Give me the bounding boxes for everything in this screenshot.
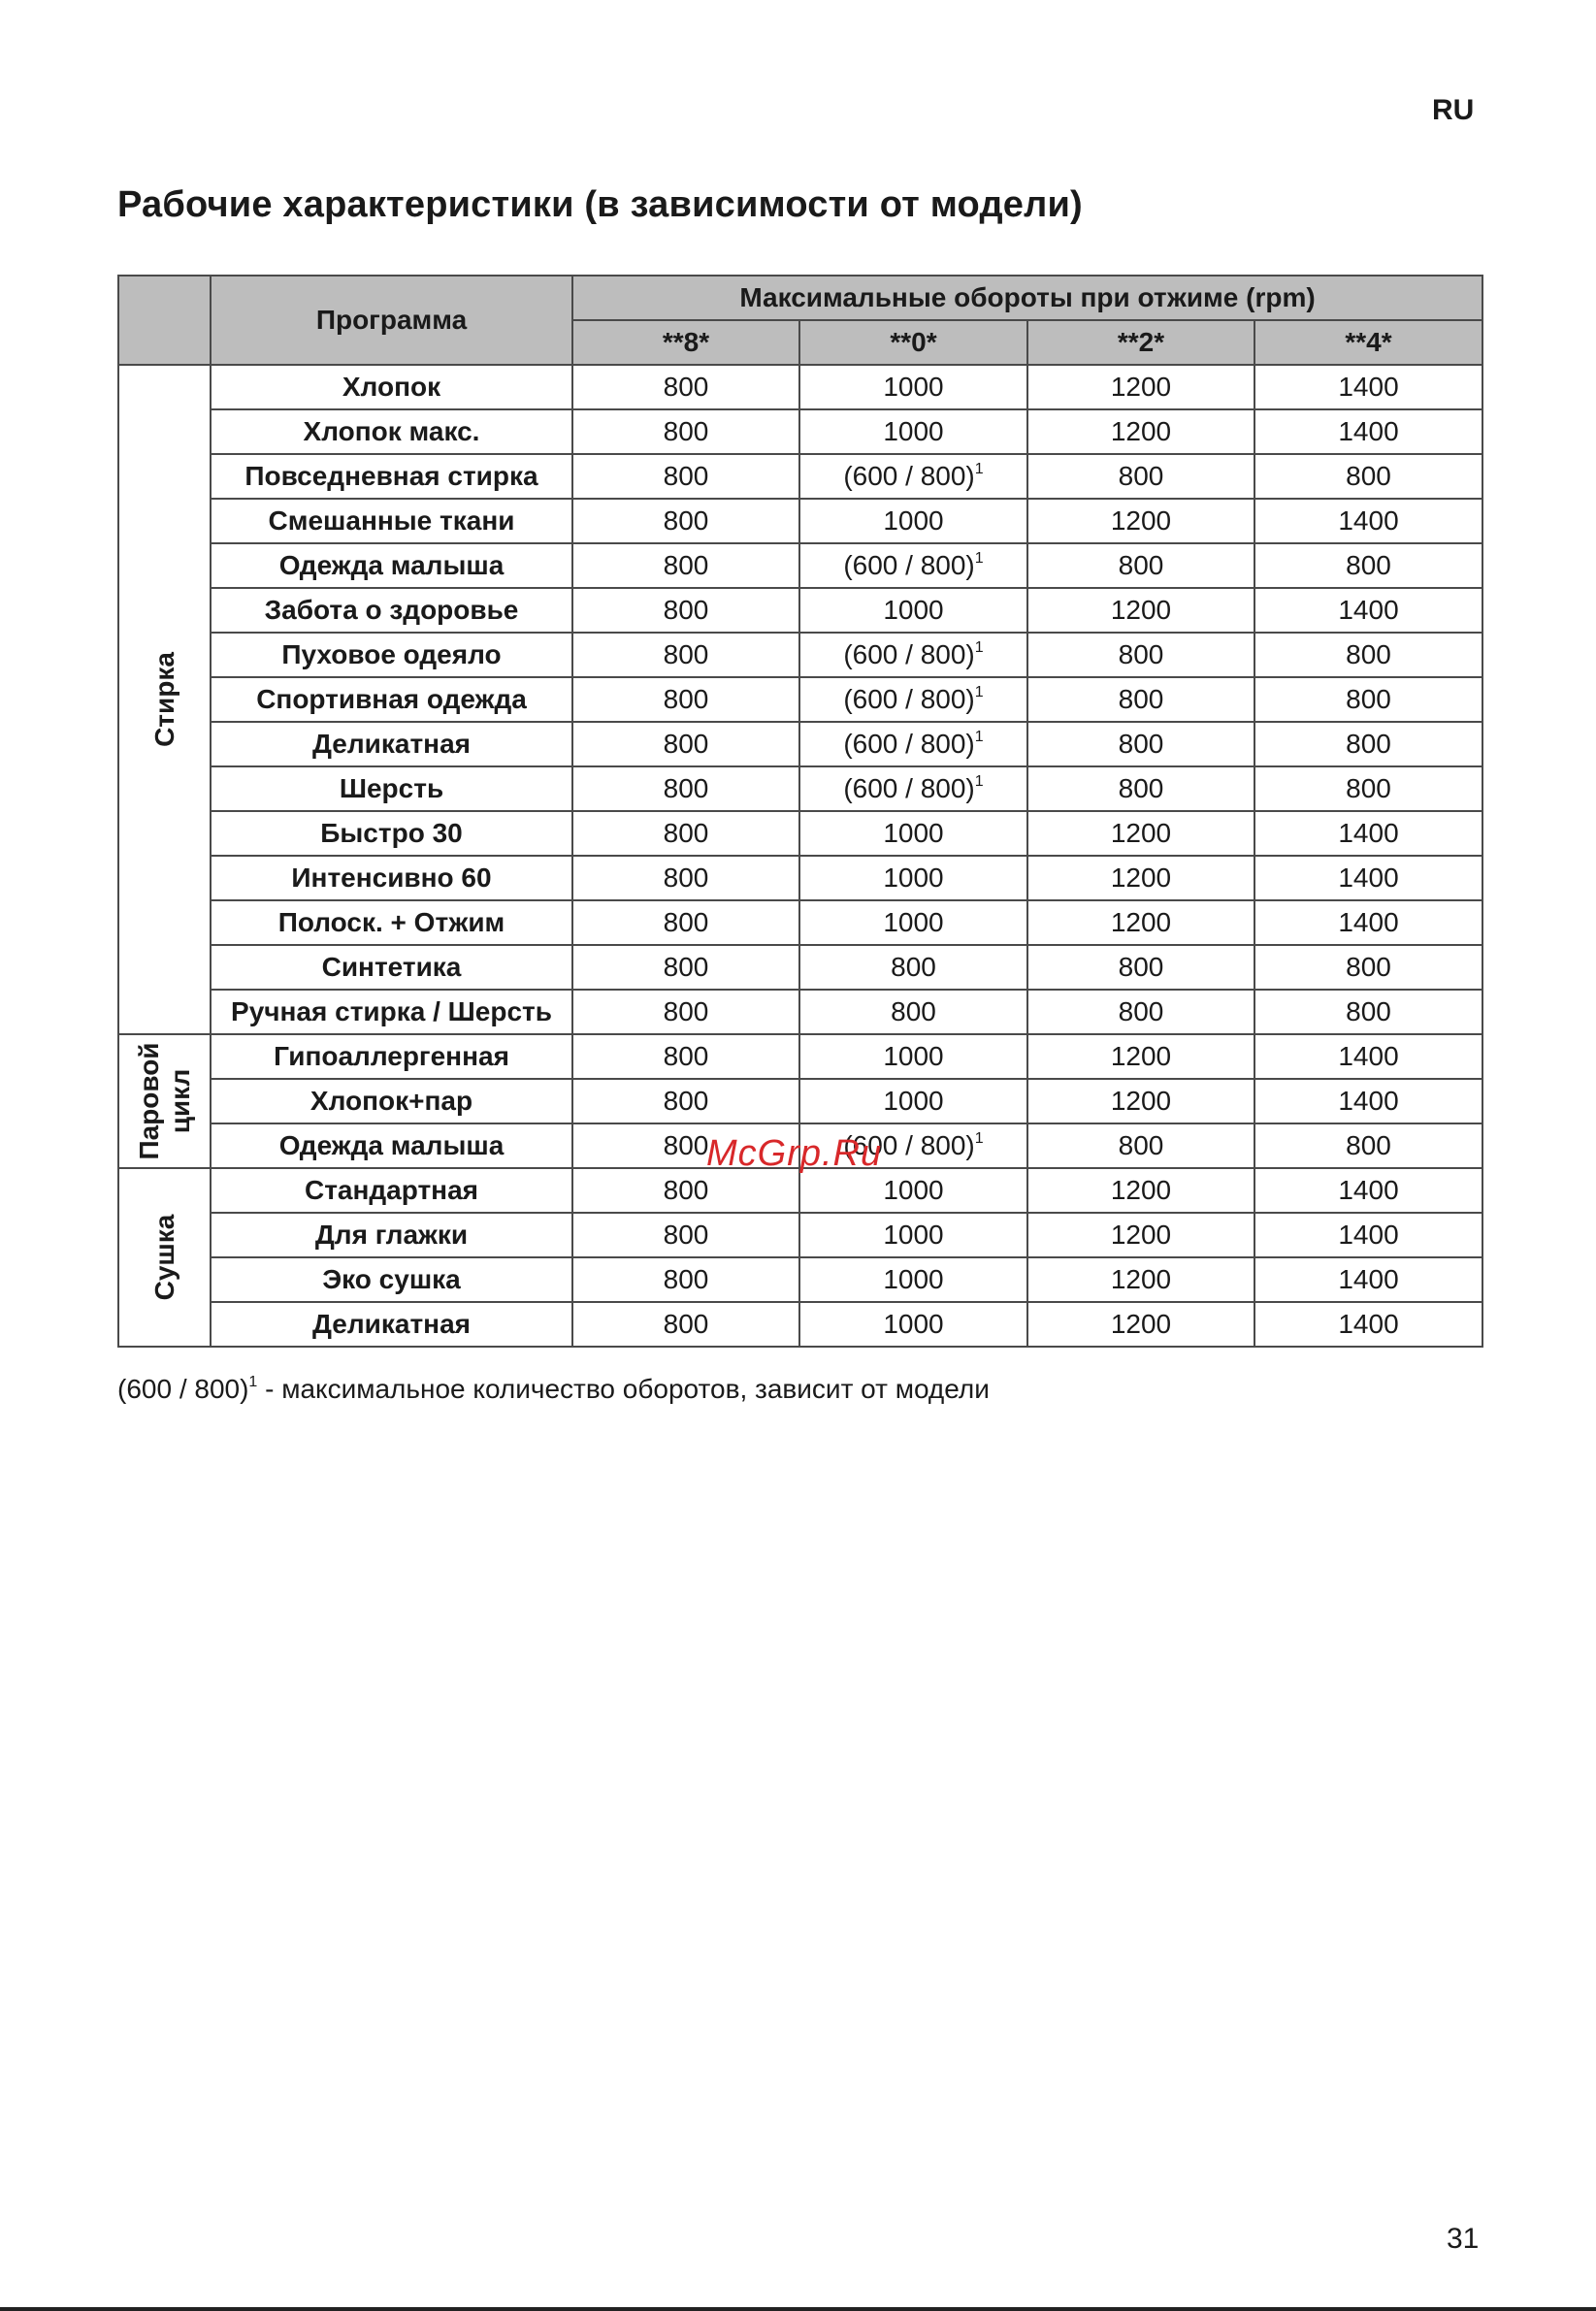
table-row	[118, 543, 1482, 588]
max-spin-header: Максимальные обороты при отжиме (rpm)	[572, 276, 1482, 320]
spin-value-cell	[572, 365, 799, 409]
spin-value: 800	[663, 550, 709, 580]
program-name: Ручная стирка / Шерсть	[211, 990, 572, 1034]
spin-value-cell	[572, 990, 799, 1034]
footnote-mark: 1	[974, 773, 984, 790]
footnote-mark: 1	[974, 1130, 984, 1147]
spin-value-cell	[1254, 811, 1482, 856]
spin-value: 800	[1346, 1130, 1391, 1160]
spin-value: 1000	[883, 595, 944, 625]
spin-value: 1400	[1338, 416, 1399, 446]
page-title: Рабочие характеристики (в зависимости от модели)	[117, 184, 1083, 225]
program-name: Хлопок макс.	[211, 409, 572, 454]
spin-value-cell	[1254, 1213, 1482, 1257]
table-row	[118, 1079, 1482, 1123]
spin-value: 800	[1118, 684, 1164, 714]
program-name: Синтетика	[211, 945, 572, 990]
spin-value-cell	[572, 633, 799, 677]
table-row	[118, 499, 1482, 543]
spin-value: (600 / 800)	[843, 1130, 975, 1160]
spin-value-cell	[799, 1213, 1027, 1257]
footnote-mark: 1	[974, 684, 984, 700]
spin-value: 800	[663, 907, 709, 937]
spin-value-cell	[1027, 365, 1254, 409]
spin-value-cell	[1254, 722, 1482, 766]
spin-value-cell	[1027, 1257, 1254, 1302]
spin-value: 1000	[883, 372, 944, 402]
spin-value-cell	[799, 1302, 1027, 1347]
spin-value-cell	[1254, 766, 1482, 811]
spin-value-cell	[1254, 1257, 1482, 1302]
spin-value: 800	[663, 729, 709, 759]
spin-value-cell	[1254, 1079, 1482, 1123]
spin-value-cell	[799, 499, 1027, 543]
footnote-text: - максимальное количество оборотов, зависит от модели	[257, 1374, 990, 1404]
program-name: Хлопок	[211, 365, 572, 409]
spin-value-cell	[1254, 365, 1482, 409]
spin-value: 800	[663, 416, 709, 446]
program-name: Полоск. + Отжим	[211, 900, 572, 945]
footnote-mark: 1	[974, 550, 984, 567]
group-label-cell	[118, 1168, 211, 1347]
spin-value-cell	[572, 811, 799, 856]
spin-value: 800	[663, 1309, 709, 1339]
spin-value-cell	[572, 409, 799, 454]
table-body	[118, 365, 1482, 1347]
spin-value-cell	[1254, 1123, 1482, 1168]
spin-value-cell	[1254, 1034, 1482, 1079]
spin-value: 800	[1346, 729, 1391, 759]
spin-value: 1400	[1338, 863, 1399, 893]
spin-value: 1400	[1338, 1086, 1399, 1116]
spin-value: 1000	[883, 416, 944, 446]
table-row	[118, 766, 1482, 811]
spin-value-cell	[799, 945, 1027, 990]
spin-value-cell	[799, 990, 1027, 1034]
group-label-cell	[118, 1034, 211, 1168]
spin-value: 1000	[883, 1041, 944, 1071]
spin-value: 800	[663, 1175, 709, 1205]
spin-value-cell	[1254, 543, 1482, 588]
spin-value: 800	[1118, 952, 1164, 982]
spin-value-cell	[572, 588, 799, 633]
spin-value-cell	[1254, 499, 1482, 543]
spin-value: 800	[1346, 461, 1391, 491]
spin-value: 800	[1346, 639, 1391, 669]
spin-value-cell	[1254, 990, 1482, 1034]
spin-value: 1200	[1110, 505, 1172, 536]
spin-value-cell	[1027, 543, 1254, 588]
spin-value-cell	[1027, 1302, 1254, 1347]
spin-value: 800	[891, 952, 936, 982]
spin-value: 800	[1118, 729, 1164, 759]
program-name: Одежда малыша	[211, 543, 572, 588]
spin-value-cell	[1254, 633, 1482, 677]
spin-value-cell	[799, 722, 1027, 766]
program-name: Смешанные ткани	[211, 499, 572, 543]
program-name: Для глажки	[211, 1213, 572, 1257]
spin-value-cell	[799, 543, 1027, 588]
spin-value: 800	[663, 773, 709, 803]
spin-value: 1000	[883, 1220, 944, 1250]
spin-value: 800	[663, 818, 709, 848]
spin-value: (600 / 800)	[843, 550, 975, 580]
spin-speed-table	[117, 275, 1483, 1348]
spin-value: 1400	[1338, 907, 1399, 937]
footnote	[117, 1374, 990, 1405]
group-label	[134, 1042, 196, 1159]
group-label-cell	[118, 365, 211, 1034]
spin-value: 1200	[1110, 1041, 1172, 1071]
footnote-mark: 1	[974, 461, 984, 477]
spin-value: 1200	[1110, 595, 1172, 625]
spin-value-cell	[1027, 499, 1254, 543]
table-row	[118, 722, 1482, 766]
spin-value-cell	[1254, 1302, 1482, 1347]
spin-value: 800	[1118, 773, 1164, 803]
spin-value: 800	[663, 1264, 709, 1294]
spin-value-cell	[1027, 722, 1254, 766]
spin-value: 800	[663, 461, 709, 491]
program-name: Деликатная	[211, 722, 572, 766]
spin-value: 800	[1118, 996, 1164, 1026]
spin-value: 1200	[1110, 1220, 1172, 1250]
spin-value: 800	[663, 1041, 709, 1071]
spin-value: 800	[1118, 639, 1164, 669]
spin-value: 1000	[883, 1086, 944, 1116]
spin-value: (600 / 800)	[843, 639, 975, 669]
table-row	[118, 1034, 1482, 1079]
spin-value-cell	[1254, 454, 1482, 499]
group-label-line: Сушка	[148, 1214, 179, 1301]
spin-value: 800	[663, 1086, 709, 1116]
spin-value-cell	[572, 499, 799, 543]
program-name: Интенсивно 60	[211, 856, 572, 900]
spin-value: 800	[1118, 550, 1164, 580]
spin-value-cell	[1027, 990, 1254, 1034]
footnote-mark: 1	[974, 729, 984, 745]
spin-value: 1200	[1110, 1086, 1172, 1116]
spin-value-cell	[572, 945, 799, 990]
spin-value: 1200	[1110, 1309, 1172, 1339]
spin-value: 800	[1346, 550, 1391, 580]
spin-value-cell	[1027, 856, 1254, 900]
model-header: **0*	[799, 320, 1027, 365]
program-name: Стандартная	[211, 1168, 572, 1213]
spin-value: 1200	[1110, 372, 1172, 402]
spin-value-cell	[1027, 588, 1254, 633]
spin-value-cell	[1027, 1168, 1254, 1213]
spin-value-cell	[799, 365, 1027, 409]
table-row	[118, 990, 1482, 1034]
table-row	[118, 365, 1482, 409]
spin-value-cell	[1254, 856, 1482, 900]
spin-value-cell	[572, 856, 799, 900]
table-row	[118, 1213, 1482, 1257]
spin-value: 800	[1346, 684, 1391, 714]
spin-value-cell	[799, 766, 1027, 811]
spin-value: (600 / 800)	[843, 773, 975, 803]
spin-value-cell	[799, 1257, 1027, 1302]
spin-value: 1400	[1338, 505, 1399, 536]
spin-value-cell	[572, 1213, 799, 1257]
model-header: **2*	[1027, 320, 1254, 365]
language-code: RU	[1432, 94, 1475, 126]
spin-value-cell	[572, 900, 799, 945]
group-label-line: Стирка	[148, 652, 179, 747]
spin-value: 800	[663, 1220, 709, 1250]
spin-value: 1200	[1110, 863, 1172, 893]
spin-value-cell	[1254, 588, 1482, 633]
spin-value-cell	[799, 1034, 1027, 1079]
spin-value: 1000	[883, 505, 944, 536]
spin-value-cell	[572, 722, 799, 766]
spin-value-cell	[799, 454, 1027, 499]
group-label-line: Паровой	[133, 1042, 164, 1160]
spin-value-cell	[572, 454, 799, 499]
spin-value: 800	[663, 505, 709, 536]
spin-value: 1400	[1338, 1220, 1399, 1250]
spin-value: 800	[891, 996, 936, 1026]
table-row	[118, 900, 1482, 945]
spin-value-cell	[1027, 409, 1254, 454]
spin-value-cell	[799, 900, 1027, 945]
footnote-mark: 1	[974, 639, 984, 656]
program-name: Спортивная одежда	[211, 677, 572, 722]
spin-value: 1200	[1110, 818, 1172, 848]
program-name: Забота о здоровье	[211, 588, 572, 633]
program-name: Шерсть	[211, 766, 572, 811]
spin-value-cell	[572, 1302, 799, 1347]
spin-value: 1000	[883, 1175, 944, 1205]
spin-value-cell	[572, 677, 799, 722]
spin-value: 800	[663, 863, 709, 893]
spin-value: 800	[663, 595, 709, 625]
spin-value: 1400	[1338, 1175, 1399, 1205]
program-name: Повседневная стирка	[211, 454, 572, 499]
table-row	[118, 454, 1482, 499]
program-name: Одежда малыша	[211, 1123, 572, 1168]
spin-value-cell	[1254, 677, 1482, 722]
spin-value-cell	[799, 1079, 1027, 1123]
spin-value: 800	[1346, 773, 1391, 803]
spin-value-cell	[1254, 409, 1482, 454]
group-header-cell	[118, 276, 211, 365]
spin-value-cell	[572, 1257, 799, 1302]
spin-value-cell	[1027, 454, 1254, 499]
group-label	[149, 1215, 180, 1301]
spin-value: 1200	[1110, 907, 1172, 937]
spin-value: 800	[1346, 996, 1391, 1026]
spin-value: 800	[663, 1130, 709, 1160]
spin-value-cell	[799, 588, 1027, 633]
spin-value: 1200	[1110, 416, 1172, 446]
spin-value: (600 / 800)	[843, 729, 975, 759]
spin-value-cell	[1254, 945, 1482, 990]
footnote-sup: 1	[248, 1374, 258, 1390]
page-number: 31	[1447, 2223, 1480, 2255]
program-name: Хлопок+пар	[211, 1079, 572, 1123]
spin-value-cell	[1027, 766, 1254, 811]
spin-value-cell	[572, 543, 799, 588]
program-name: Гипоаллергенная	[211, 1034, 572, 1079]
spin-value: 1000	[883, 907, 944, 937]
spin-value-cell	[1027, 1079, 1254, 1123]
spin-value: 1000	[883, 1309, 944, 1339]
program-name: Эко сушка	[211, 1257, 572, 1302]
spin-value: 1400	[1338, 818, 1399, 848]
spin-value-cell	[1027, 633, 1254, 677]
spin-value-cell	[1027, 945, 1254, 990]
spin-value-cell	[1254, 1168, 1482, 1213]
table-row	[118, 677, 1482, 722]
table-row	[118, 588, 1482, 633]
spin-value: 800	[663, 684, 709, 714]
spin-value: (600 / 800)	[843, 461, 975, 491]
spin-value-cell	[799, 409, 1027, 454]
program-name: Быстро 30	[211, 811, 572, 856]
spin-value: 800	[1118, 1130, 1164, 1160]
bottom-divider	[0, 2307, 1596, 2311]
spin-value-cell	[1027, 1123, 1254, 1168]
program-name: Пуховое одеяло	[211, 633, 572, 677]
table-row	[118, 1257, 1482, 1302]
spin-value-cell	[799, 811, 1027, 856]
table-row	[118, 633, 1482, 677]
spin-value: 1400	[1338, 1264, 1399, 1294]
spin-value: 1000	[883, 863, 944, 893]
spin-value: 800	[1346, 952, 1391, 982]
spin-value-cell	[1254, 900, 1482, 945]
spin-value: (600 / 800)	[843, 684, 975, 714]
table-row	[118, 811, 1482, 856]
program-header: Программа	[211, 276, 572, 365]
spin-value: 1400	[1338, 1309, 1399, 1339]
spin-value-cell	[572, 766, 799, 811]
group-label	[149, 652, 180, 747]
program-name: Деликатная	[211, 1302, 572, 1347]
spin-value-cell	[799, 677, 1027, 722]
model-header: **8*	[572, 320, 799, 365]
spin-value: 1000	[883, 818, 944, 848]
spin-value-cell	[1027, 900, 1254, 945]
table-row	[118, 945, 1482, 990]
spin-value: 1400	[1338, 595, 1399, 625]
spin-value: 1200	[1110, 1264, 1172, 1294]
spin-value: 1400	[1338, 372, 1399, 402]
spin-value: 1000	[883, 1264, 944, 1294]
spin-value-cell	[1027, 677, 1254, 722]
spin-value-cell	[572, 1079, 799, 1123]
spin-value-cell	[1027, 1213, 1254, 1257]
spin-value-cell	[799, 633, 1027, 677]
spin-value: 800	[1118, 461, 1164, 491]
spin-value-cell	[1027, 811, 1254, 856]
spin-value-cell	[572, 1034, 799, 1079]
spin-value: 1200	[1110, 1175, 1172, 1205]
spin-value: 1400	[1338, 1041, 1399, 1071]
watermark: McGrp.Ru	[706, 1133, 883, 1174]
table-row	[118, 856, 1482, 900]
table-row	[118, 1302, 1482, 1347]
spin-value-cell	[1027, 1034, 1254, 1079]
footnote-value: (600 / 800)	[117, 1374, 249, 1404]
spin-value: 800	[663, 952, 709, 982]
model-header: **4*	[1254, 320, 1482, 365]
spin-value: 800	[663, 372, 709, 402]
spin-value: 800	[663, 996, 709, 1026]
table-row	[118, 409, 1482, 454]
group-label-line: цикл	[164, 1068, 195, 1134]
spin-value: 800	[663, 639, 709, 669]
spin-value-cell	[799, 856, 1027, 900]
